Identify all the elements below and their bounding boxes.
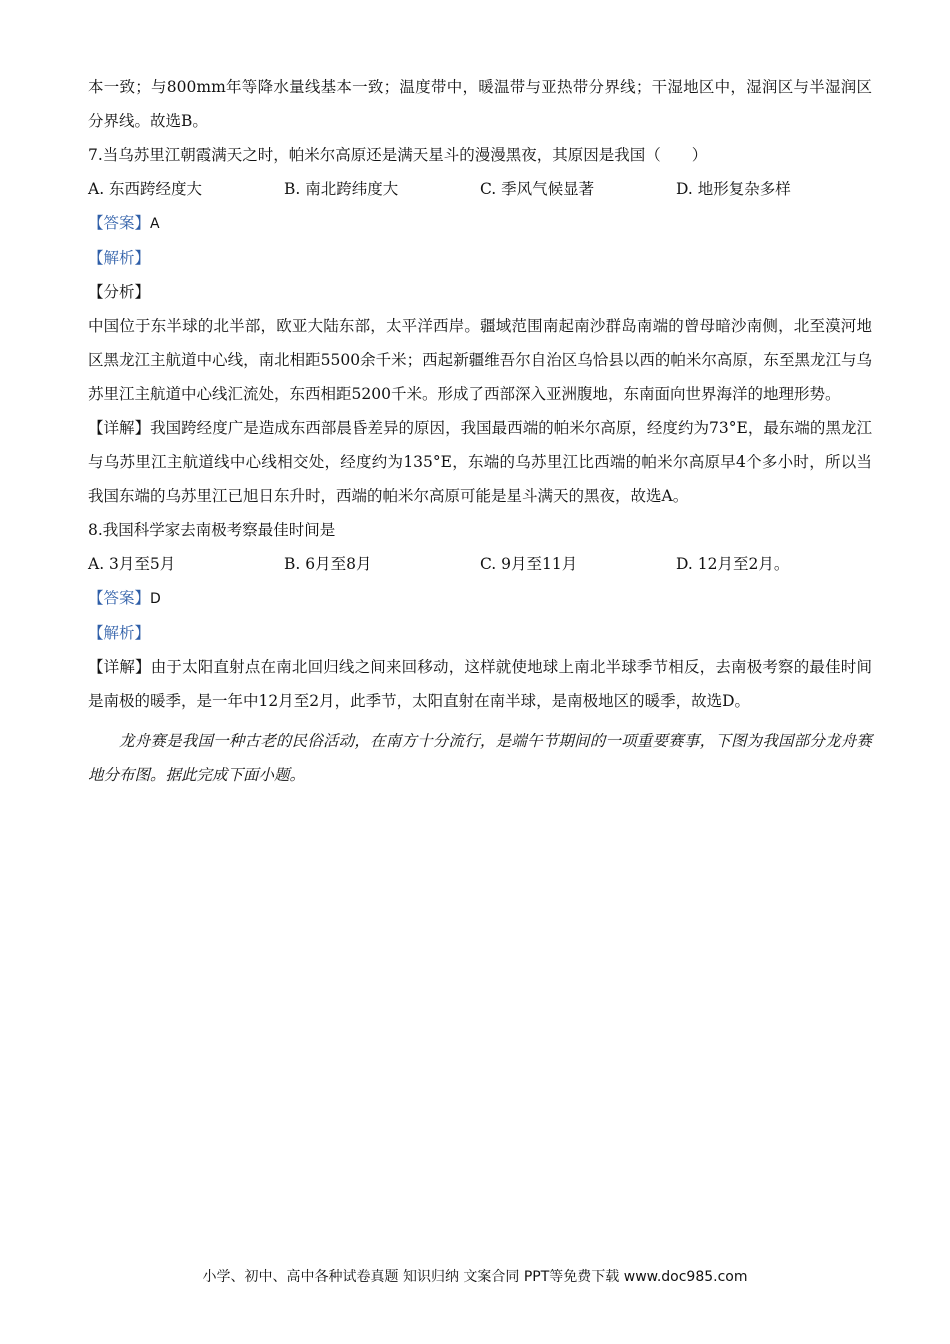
fenxi-tag: 【分析】	[88, 283, 151, 301]
question-7-jiexi	[88, 241, 872, 275]
question-8-option-a: A. 3月至5月	[88, 555, 176, 573]
question-7-answer	[88, 206, 872, 241]
question-7-option-c: C. 季风气候显著	[480, 180, 595, 198]
answer-tag: 【答案】	[88, 589, 151, 607]
question-7-xiangjie	[88, 411, 872, 513]
jiexi-tag: 【解析】	[88, 249, 151, 267]
jiexi-tag: 【解析】	[88, 624, 151, 642]
xiangjie-tag: 【详解】	[88, 419, 151, 437]
question-8-stem: 8.我国科学家去南极考察最佳时间是	[88, 521, 336, 539]
question-8-answer	[88, 581, 872, 616]
question-7-fenxi: 中国位于东半球的北半部，欧亚大陆东部，太平洋西岸。疆域范围南起南沙群岛南端的曾母暗沙南侧，北至漠河地区黑龙江主航道中心线，南北相距5500余千米；西起新疆维吾尔自治区乌恰县以西的帕米尔高原，东至黑龙江与乌苏里江主航道中心线汇流处，东西相距5200千米。形成了西部深入亚洲腹地，东南面向世界海洋的地理形势。	[88, 317, 872, 403]
document-body	[88, 70, 872, 792]
xiangjie-text: 由于太阳直射点在南北回归线之间来回移动，这样就使地球上南北半球季节相反，去南极考察的最佳时间是南极的暖季，是一年中12月至2月，此季节，太阳直射在南半球，是南极地区的暖季，故选D。	[88, 658, 872, 710]
xiangjie-text: 我国跨经度广是造成东西部晨昏差异的原因，我国最西端的帕米尔高原，经度约为73°E，最东端的黑龙江与乌苏里江主航道线中心线相交处，经度约为135°E，东端的乌苏里江比西端的帕米尔高原早4个多小时，所以当我国东端的乌苏里江已旭日东升时，西端的帕米尔高原可能是星斗满天的黑夜，故选A。	[88, 419, 872, 505]
page-footer	[0, 1266, 950, 1286]
intro-paragraph: 本一致；与800mm年等降水量线基本一致；温度带中，暖温带与亚热带分界线；干湿地区中，湿润区与半湿润区分界线。故选B。	[88, 78, 872, 130]
question-8-option-b: B. 6月至8月	[284, 555, 372, 573]
question-7-fenxi-heading	[88, 275, 872, 309]
answer-value: A	[150, 216, 160, 232]
material-paragraph: 龙舟赛是我国一种古老的民俗活动，在南方十分流行，是端午节期间的一项重要赛事，下图为我国部分龙舟赛地分布图。据此完成下面小题。	[88, 732, 872, 784]
answer-tag: 【答案】	[88, 214, 151, 232]
footer-text: 小学、初中、高中各种试卷真题 知识归纳 文案合同 PPT等免费下载	[202, 1269, 624, 1285]
question-7-option-a: A. 东西跨经度大	[88, 180, 203, 198]
question-7-option-d: D. 地形复杂多样	[676, 180, 791, 198]
answer-value: D	[150, 591, 161, 607]
xiangjie-tag: 【详解】	[88, 658, 151, 676]
question-8-options	[88, 547, 872, 581]
question-7-options	[88, 172, 872, 206]
question-8-option-c: C. 9月至11月	[480, 555, 578, 573]
question-7-option-b: B. 南北跨纬度大	[284, 180, 399, 198]
footer-url[interactable]: www.doc985.com	[623, 1269, 748, 1285]
question-8-jiexi	[88, 616, 872, 650]
question-7-stem: 7.当乌苏里江朝霞满天之时，帕米尔高原还是满天星斗的漫漫黑夜，其原因是我国（ ）	[88, 146, 708, 164]
question-8-xiangjie	[88, 650, 872, 718]
question-8-option-d: D. 12月至2月。	[676, 555, 790, 573]
